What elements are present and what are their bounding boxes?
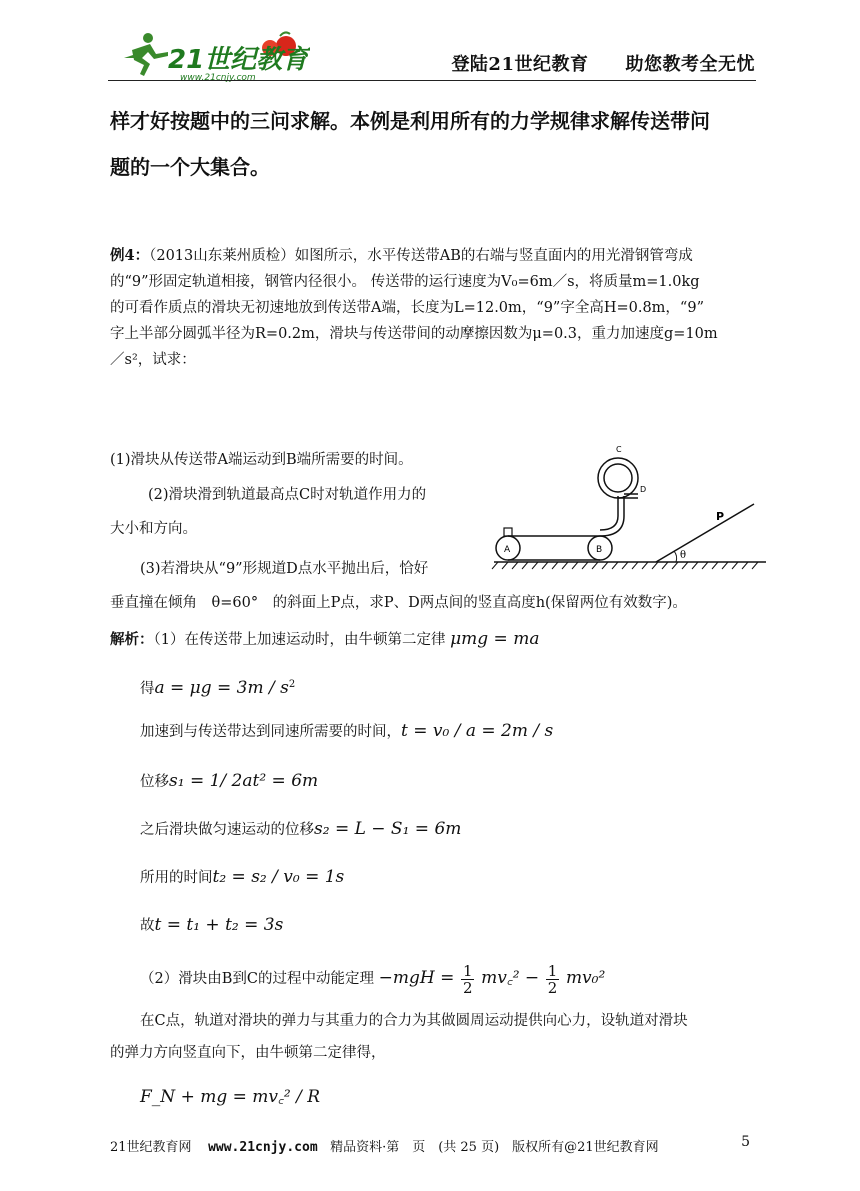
solution-step-6 <box>140 864 344 891</box>
example-line-4: 字上半部分圆弧半径为R=0.2m，滑块与传送带间的动摩擦因数为μ=0.3，重力加速度g=10m <box>110 326 718 342</box>
solution-step-5-text: 之后滑块做匀速运动的位移 <box>140 822 314 838</box>
solution-label: 解析： <box>110 631 154 648</box>
solution-step-10 <box>140 1084 320 1111</box>
solution-step-4 <box>140 768 318 795</box>
solution-step-8-text: （2）滑块由B到C的过程中动能定理 <box>140 971 374 987</box>
logo-url: www.21cnjy.com <box>180 73 256 83</box>
solution-step-2: 得$a = \mu g = 3m / s^2$ <box>140 677 296 698</box>
fraction-half-1: $\frac{1}{2}$ <box>462 961 473 997</box>
formula-time: t = v₀ / a = 2m / s <box>401 721 554 741</box>
example-4-problem <box>110 243 765 373</box>
formula-energy-left: −mgH = <box>378 968 455 988</box>
page-number: 5 <box>741 1134 750 1150</box>
formula-uniform-time: t₂ = s₂ / v₀ = 1s <box>212 867 345 887</box>
footer-site: 21世纪教育网 <box>110 1140 192 1155</box>
conveyor-track-diagram <box>488 436 768 576</box>
intro-line-1: 样才好按题中的三问求解。本例是利用所有的力学规律求解传送带问 <box>110 109 710 133</box>
solution-step-8 <box>140 960 605 997</box>
formula-acceleration: a = μg = 3m / s <box>154 677 289 698</box>
solution-step-7-text: 故 <box>140 918 155 934</box>
solution-step-3-text: 加速到与传送带达到同速所需要的时间， <box>140 724 401 740</box>
formula-uniform-displacement: s₂ = L − S₁ = 6m <box>314 819 462 839</box>
formula-energy-end: mv₀² <box>565 968 606 988</box>
header-divider <box>108 80 756 81</box>
solution-step-9-line-1: 在C点，轨道对滑块的弹力与其重力的合力为其做圆周运动提供向心力，设轨道对滑块 <box>140 1013 688 1029</box>
example-line-5: ／s²，试求： <box>110 352 196 368</box>
example-line-3: 的可看作质点的滑块无初速地放到传送带A端，长度为L=12.0m，“9”字全高H=0.8m，“9” <box>110 300 704 316</box>
fraction-half-2: $\frac{1}{2}$ <box>547 961 558 997</box>
site-logo[interactable] <box>110 28 310 84</box>
solution-step-5 <box>140 816 461 843</box>
intro-line-2: 题的一个大集合。 <box>110 155 270 179</box>
label-a: A <box>504 545 511 555</box>
formula-displacement: s₁ = 1/ 2at² = 6m <box>169 771 319 791</box>
solution-step-2-text: 得 <box>140 680 155 697</box>
footer-url[interactable]: www.21cnjy.com <box>208 1140 318 1155</box>
formula-total-time: t = t₁ + t₂ = 3s <box>154 915 284 935</box>
label-b: B <box>596 545 603 555</box>
example-line-2: 的“9”形固定轨道相接，钢管内径很小。 传送带的运行速度为V₀=6m／s，将质量m=1.0kg <box>110 274 700 290</box>
solution-step-3 <box>140 718 553 745</box>
example-line-1: （2013山东莱州质检）如图所示，水平传送带AB的右端与竖直面内的用光滑钢管弯成 <box>149 248 693 264</box>
solution-step-1-text: （1）在传送带上加速运动时，由牛顿第二定律 <box>153 632 446 648</box>
label-c: C <box>616 445 622 454</box>
question-1: (1)滑块从传送带A端运动到B端所需要的时间。 <box>110 452 413 468</box>
solution-step-9-line-2: 的弹力方向竖直向下，由牛顿第二定律得， <box>110 1045 386 1061</box>
label-d: D <box>640 485 647 494</box>
formula-centripetal: F_N + mg = mv꜀² / R <box>140 1087 321 1107</box>
solution-step-1 <box>110 626 539 653</box>
formula-newton: μmg = ma <box>450 629 540 649</box>
solution-step-6-text: 所用的时间 <box>140 870 213 886</box>
label-theta: θ <box>680 550 687 561</box>
page-footer <box>110 1136 760 1155</box>
intro-paragraph <box>110 98 760 190</box>
logo-text: 21世纪教育 <box>168 45 309 75</box>
solution-step-7 <box>140 912 283 939</box>
formula-energy-mid: mv꜀² − <box>481 968 540 988</box>
question-2-line-2: 大小和方向。 <box>110 521 197 537</box>
example-label: 例4： <box>110 247 150 264</box>
label-p: P <box>716 510 725 523</box>
question-3-line-1: (3)若滑块从“9”形规道D点水平抛出后，恰好 <box>140 561 429 577</box>
solution-step-4-text: 位移 <box>140 774 169 790</box>
question-3-line-2: 垂直撞在倾角 θ=60° 的斜面上P点，求P、D两点间的竖直高度h(保留两位有效数字)。 <box>110 595 687 611</box>
question-2-line-1: (2)滑块滑到轨道最高点C时对轨道作用力的 <box>148 487 427 503</box>
footer-copyright: 精品资料·第 页 (共 25 页) 版权所有@21世纪教育网 <box>330 1140 659 1155</box>
header-slogan: 登陆21世纪教育 助您教考全无忧 <box>451 54 755 75</box>
